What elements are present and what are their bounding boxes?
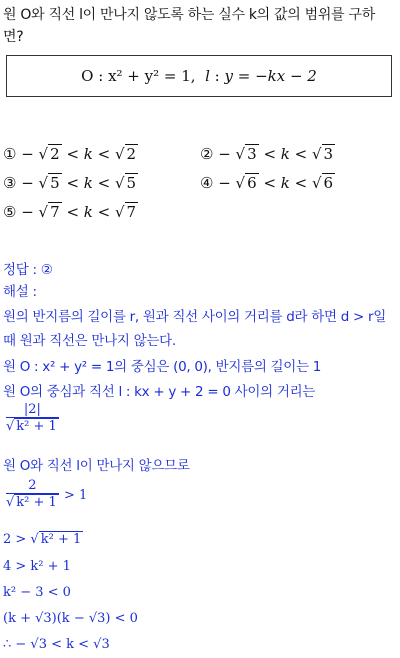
question-line-1: 원 O와 직선 l이 만나지 않도록 하는 실수 k의 값의 범위를 구하 <box>3 7 375 23</box>
step-2: 4 > k² + 1 <box>3 559 71 574</box>
line-equation: y = −kx − 2 <box>224 67 317 85</box>
given-equations-box: O : x² + y² = 1, l : y = −kx − 2 <box>6 55 392 97</box>
circle-name: O <box>81 67 94 85</box>
choice-radicand: 2 <box>126 145 137 163</box>
explanation-line-4: 원 O의 중심과 직선 l : kx + y + 2 = 0 사이의 거리는 <box>3 384 316 400</box>
step-4: (k + √3)(k − √3) < 0 <box>3 611 138 626</box>
choice-mark: ⑤ <box>3 203 17 221</box>
explanation-line-5: 원 O와 직선 l이 만나지 않으므로 <box>3 458 190 474</box>
choice-2[interactable]: ② − √ 3 < k < √ 3 <box>200 145 334 163</box>
choice-radicand: 6 <box>323 174 334 192</box>
choice-mark: ③ <box>3 174 17 192</box>
choice-radicand: 7 <box>50 203 60 221</box>
choice-5[interactable]: ⑤ − √ 7 < k < √ 7 <box>3 203 137 221</box>
choice-radicand: 7 <box>126 203 137 221</box>
choice-radicand: 5 <box>50 174 60 192</box>
explanation-label: 해설 : <box>3 284 37 300</box>
fraction-denominator: k² + 1 <box>16 495 57 510</box>
distance-fraction: |2| √ k² + 1 <box>6 402 57 434</box>
choice-radicand: 5 <box>126 174 137 192</box>
inequality-tail: > 1 <box>64 488 88 503</box>
fraction-numerator: 2 <box>28 478 37 493</box>
choice-mark: ② <box>200 145 214 163</box>
choice-3[interactable]: ③ − √ 5 < k < √ 5 <box>3 174 137 192</box>
explanation-line-3: 원 O : x² + y² = 1의 중심은 (0, 0), 반지름의 길이는 1 <box>3 359 322 375</box>
choice-radicand: 3 <box>323 145 334 163</box>
answer-label: 정답 : ② <box>3 262 53 278</box>
step-1: 2 > √ k² + 1 <box>3 532 82 547</box>
choice-4[interactable]: ④ − √ 6 < k < √ 6 <box>200 174 334 192</box>
fraction-numerator: |2| <box>23 402 41 417</box>
choice-1[interactable]: ① − √ 2 < k < √ 2 <box>3 145 137 163</box>
choice-mark: ④ <box>200 174 214 192</box>
circle-equation: x² + y² = 1, <box>108 67 196 85</box>
choice-radicand: 2 <box>50 145 60 163</box>
line-name: l <box>205 67 210 85</box>
choice-radicand: 3 <box>247 145 257 163</box>
fraction-denominator: k² + 1 <box>16 419 57 434</box>
explanation-line-1: 원의 반지름의 길이를 r, 원과 직선 사이의 거리를 d라 하면 d > r일 <box>3 309 386 325</box>
explanation-line-2: 때 원과 직선은 만나지 않는다. <box>3 333 176 349</box>
choice-radicand: 6 <box>247 174 257 192</box>
step-3: k² − 3 < 0 <box>3 585 71 600</box>
inequality-fraction: 2 √ k² + 1 <box>6 478 57 510</box>
step-5-conclusion: ∴ − √3 < k < √3 <box>3 637 110 652</box>
choice-mark: ① <box>3 145 17 163</box>
question-line-2: 면? <box>3 29 24 45</box>
step-1-radicand: k² + 1 <box>40 532 82 547</box>
